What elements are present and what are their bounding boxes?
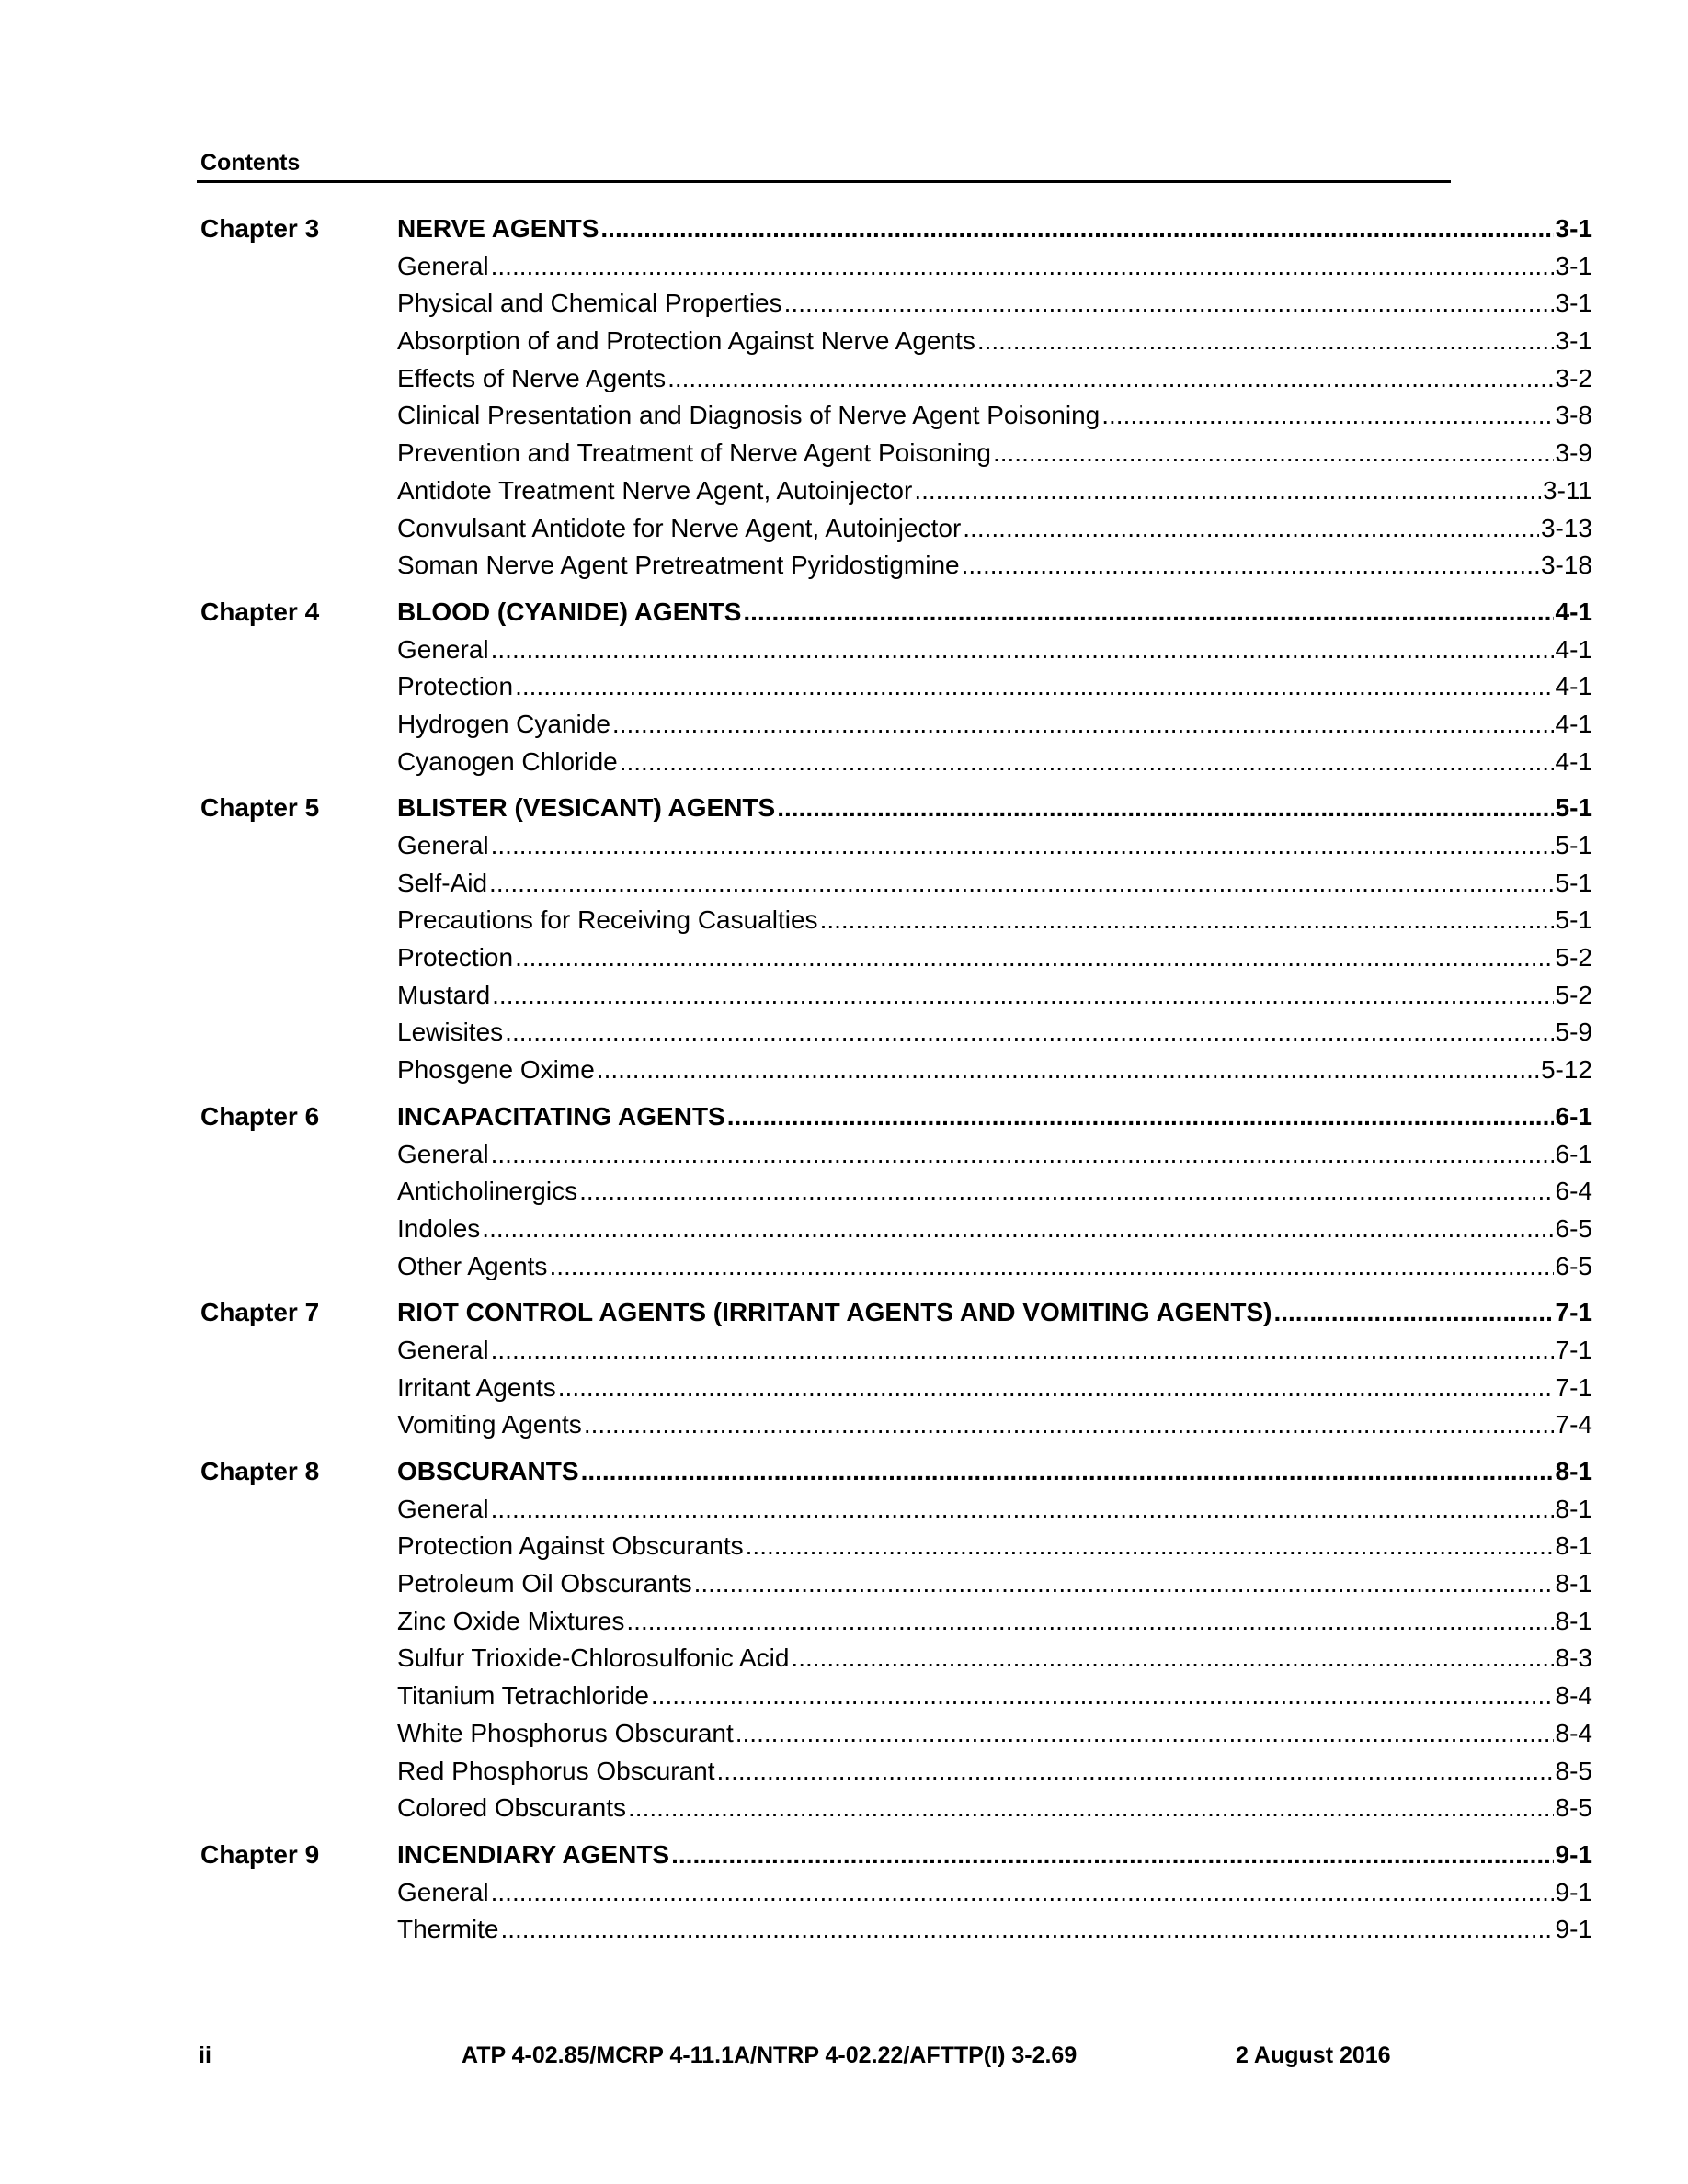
toc-entry-page: 3-1: [1555, 289, 1592, 318]
chapter-block: [197, 1294, 1592, 1444]
toc-entry-text: Colored Obscurants: [397, 1793, 627, 1823]
dot-leader: [489, 865, 1553, 903]
toc-entry[interactable]: [397, 1332, 1592, 1370]
chapter-label: Chapter 6: [200, 1101, 320, 1131]
toc-entry-text: Precautions for Receiving Casualties: [397, 905, 818, 935]
chapter-block: [197, 1098, 1592, 1285]
toc-entry-text: Phosgene Oxime: [397, 1055, 595, 1085]
dot-leader: [651, 1678, 1554, 1715]
toc-entry[interactable]: [397, 939, 1592, 977]
dot-leader: [515, 668, 1553, 706]
chapter-label: Chapter 3: [200, 214, 320, 243]
toc-entry-text: Effects of Nerve Agents: [397, 363, 667, 392]
toc-entry-text: Thermite: [397, 1915, 499, 1944]
dot-leader: [505, 1014, 1553, 1052]
toc-entry-page: 3-13: [1540, 513, 1592, 542]
toc-entry-text: Physical and Chemical Properties: [397, 289, 782, 318]
toc-entry-page: 7-4: [1555, 1410, 1592, 1439]
toc-entry[interactable]: [397, 547, 1592, 585]
toc-entry-text: Cyanogen Chloride: [397, 746, 618, 776]
toc-entry[interactable]: [397, 706, 1592, 744]
toc-entry[interactable]: [397, 668, 1592, 706]
toc-entry[interactable]: [397, 1565, 1592, 1603]
toc-entry-text: General: [397, 1494, 489, 1523]
dot-leader: [626, 1603, 1553, 1641]
toc-entry-text: Mustard: [397, 980, 491, 1009]
dot-leader: [1273, 1294, 1553, 1332]
toc-entry-page: 9-1: [1555, 1915, 1592, 1944]
toc-entry[interactable]: [397, 472, 1592, 510]
toc-entry-text: Anticholinergics: [397, 1177, 578, 1206]
chapter-title-entry-page: 3-1: [1555, 214, 1592, 243]
chapter-block: [197, 790, 1592, 1089]
toc-entry-page: 5-12: [1540, 1055, 1592, 1085]
chapter-title-entry[interactable]: [397, 1098, 1592, 1136]
dot-leader: [620, 744, 1554, 781]
toc-entry-page: 5-1: [1555, 868, 1592, 897]
header-label: Contents: [200, 150, 301, 176]
toc-entry[interactable]: [397, 1211, 1592, 1248]
toc-entry[interactable]: [397, 1491, 1592, 1529]
toc-entry[interactable]: [397, 248, 1592, 286]
chapter-label: Chapter 7: [200, 1298, 320, 1327]
toc-entry-page: 5-1: [1555, 905, 1592, 935]
chapter-label: Chapter 4: [200, 597, 320, 626]
toc-entry-text: General: [397, 831, 489, 859]
toc-entry-page: 4-1: [1555, 746, 1592, 776]
toc-entry-text: Sulfur Trioxide-Chlorosulfonic Acid: [397, 1644, 790, 1673]
toc-entry[interactable]: [397, 902, 1592, 939]
toc-entry[interactable]: [397, 977, 1592, 1015]
chapter-entries: [397, 1837, 1592, 1949]
footer-date: 2 August 2016: [1236, 2042, 1391, 2068]
dot-leader: [746, 1528, 1554, 1565]
toc-entry-text: Convulsant Antidote for Nerve Agent, Autoinjector: [397, 513, 962, 542]
toc-entry-page: 6-1: [1555, 1139, 1592, 1168]
toc-entry-page: 8-4: [1555, 1718, 1592, 1747]
chapter-title-entry[interactable]: [397, 1453, 1592, 1491]
toc-entry-page: 4-1: [1555, 634, 1592, 664]
running-header: [197, 147, 1451, 183]
toc-entry-text: Self-Aid: [397, 868, 488, 897]
toc-entry-text: Hydrogen Cyanide: [397, 709, 610, 738]
toc-entry-page: 3-11: [1543, 475, 1592, 505]
chapter-block: [197, 210, 1592, 585]
dot-leader: [549, 1248, 1553, 1286]
toc-entry-page: 5-2: [1555, 943, 1592, 973]
dot-leader: [1101, 397, 1553, 435]
chapter-title-entry-text: INCAPACITATING AGENTS: [397, 1101, 725, 1131]
toc-entry[interactable]: [397, 360, 1592, 398]
dot-leader: [482, 1211, 1553, 1248]
toc-entry-text: Red Phosphorus Obscurant: [397, 1756, 715, 1785]
toc-entry[interactable]: [397, 1014, 1592, 1052]
toc-entry-page: 7-1: [1555, 1335, 1592, 1364]
toc-entry-text: Absorption of and Protection Against Nerve Agents: [397, 326, 975, 356]
dot-leader: [962, 547, 1539, 585]
toc-entry-page: 8-1: [1555, 1606, 1592, 1635]
toc-entry-page: 8-1: [1555, 1531, 1592, 1561]
chapter-title-entry[interactable]: [397, 210, 1592, 248]
chapter-entries: [397, 1453, 1592, 1827]
toc-entry-page: 4-1: [1555, 672, 1592, 701]
toc-entry[interactable]: [397, 1790, 1592, 1827]
footer-page-number: ii: [199, 2042, 211, 2068]
toc-entry[interactable]: [397, 435, 1592, 472]
chapter-label: Chapter 8: [200, 1457, 320, 1485]
dot-leader: [491, 1491, 1554, 1529]
toc-entry-text: General: [397, 1139, 489, 1168]
toc-entry[interactable]: [397, 865, 1592, 903]
toc-entry[interactable]: [397, 1753, 1592, 1791]
dot-leader: [727, 1098, 1554, 1136]
toc-entry-text: Soman Nerve Agent Pretreatment Pyridostigmine: [397, 551, 960, 580]
dot-leader: [777, 790, 1553, 827]
toc-entry[interactable]: [397, 323, 1592, 360]
chapter-title-entry-text: BLOOD (CYANIDE) AGENTS: [397, 597, 742, 626]
chapter-entries: [397, 790, 1592, 1089]
chapter-title-entry-text: INCENDIARY AGENTS: [397, 1839, 670, 1869]
chapter-block: [197, 594, 1592, 780]
toc-entry-page: 8-5: [1555, 1756, 1592, 1785]
toc-entry-text: General: [397, 1877, 489, 1906]
dot-leader: [914, 472, 1541, 510]
dot-leader: [500, 1911, 1553, 1949]
toc-entry-text: General: [397, 634, 489, 664]
toc-entry-text: Antidote Treatment Nerve Agent, Autoinjector: [397, 475, 913, 505]
toc-entry[interactable]: [397, 1911, 1592, 1949]
toc-entry-text: Clinical Presentation and Diagnosis of Nerve Agent Poisoning: [397, 401, 1101, 430]
chapter-block: [197, 1837, 1592, 1949]
toc-entry-text: Other Agents: [397, 1251, 548, 1280]
table-of-contents: [197, 210, 1592, 1958]
dot-leader: [558, 1370, 1554, 1407]
chapter-title-entry-page: 9-1: [1555, 1839, 1592, 1869]
dot-leader: [993, 435, 1554, 472]
dot-leader: [491, 827, 1554, 865]
toc-entry-page: 6-5: [1555, 1251, 1592, 1280]
dot-leader: [791, 1640, 1553, 1678]
toc-entry[interactable]: [397, 1640, 1592, 1678]
toc-entry-text: Lewisites: [397, 1018, 504, 1047]
toc-entry[interactable]: [397, 1052, 1592, 1089]
toc-entry-page: 5-1: [1555, 831, 1592, 859]
toc-entry-page: 8-1: [1555, 1494, 1592, 1523]
toc-entry[interactable]: [397, 1603, 1592, 1641]
dot-leader: [492, 977, 1553, 1015]
toc-entry[interactable]: [397, 285, 1592, 323]
toc-entry-page: 5-2: [1555, 980, 1592, 1009]
toc-entry-text: Vomiting Agents: [397, 1410, 582, 1439]
toc-entry-page: 3-2: [1555, 363, 1592, 392]
toc-entry-page: 3-9: [1555, 438, 1592, 468]
toc-entry-text: General: [397, 1335, 489, 1364]
dot-leader: [581, 1453, 1554, 1491]
toc-entry[interactable]: [397, 631, 1592, 669]
chapter-title-entry-page: 8-1: [1555, 1457, 1592, 1485]
toc-entry-text: Titanium Tetrachloride: [397, 1681, 649, 1711]
toc-entry-page: 3-18: [1540, 551, 1592, 580]
toc-entry-text: Protection: [397, 672, 514, 701]
chapter-title-entry-page: 4-1: [1555, 597, 1592, 626]
dot-leader: [963, 510, 1539, 548]
toc-entry[interactable]: [397, 1406, 1592, 1444]
footer-publication: ATP 4-02.85/MCRP 4-11.1A/NTRP 4-02.22/AFTTP(I) 3-2.69: [462, 2042, 1078, 2068]
toc-entry[interactable]: [397, 827, 1592, 865]
dot-leader: [977, 323, 1554, 360]
toc-entry[interactable]: [397, 1678, 1592, 1715]
dot-leader: [597, 1052, 1539, 1089]
toc-entry-page: 3-8: [1555, 401, 1592, 430]
dot-leader: [584, 1406, 1554, 1444]
toc-entry[interactable]: [397, 1528, 1592, 1565]
chapter-title-entry[interactable]: [397, 1294, 1592, 1332]
toc-entry-page: 5-9: [1555, 1018, 1592, 1047]
toc-entry-text: Indoles: [397, 1213, 481, 1243]
dot-leader: [600, 210, 1553, 248]
toc-entry[interactable]: [397, 397, 1592, 435]
dot-leader: [784, 285, 1554, 323]
chapter-label: Chapter 5: [200, 793, 320, 823]
toc-entry[interactable]: [397, 510, 1592, 548]
chapter-entries: [397, 594, 1592, 780]
chapter-entries: [397, 1294, 1592, 1444]
dot-leader: [694, 1565, 1554, 1603]
toc-entry-text: Protection Against Obscurants: [397, 1531, 744, 1561]
dot-leader: [628, 1790, 1554, 1827]
toc-entry[interactable]: [397, 1370, 1592, 1407]
chapter-title-entry[interactable]: [397, 594, 1592, 631]
dot-leader: [743, 594, 1553, 631]
chapter-title-entry-page: 6-1: [1555, 1101, 1592, 1131]
toc-entry-text: Protection: [397, 943, 514, 973]
dot-leader: [579, 1173, 1553, 1211]
toc-entry[interactable]: [397, 744, 1592, 781]
chapter-title-entry-text: BLISTER (VESICANT) AGENTS: [397, 793, 776, 823]
chapter-label: Chapter 9: [200, 1839, 320, 1869]
dot-leader: [612, 706, 1554, 744]
chapter-title-entry-page: 7-1: [1555, 1298, 1592, 1327]
toc-entry-page: 9-1: [1555, 1877, 1592, 1906]
chapter-entries: [397, 210, 1592, 585]
dot-leader: [491, 248, 1554, 286]
dot-leader: [671, 1837, 1553, 1874]
chapter-title-entry-page: 5-1: [1555, 793, 1592, 823]
toc-entry-page: 3-1: [1555, 326, 1592, 356]
dot-leader: [491, 1332, 1554, 1370]
dot-leader: [491, 1136, 1554, 1174]
toc-entry-page: 6-4: [1555, 1177, 1592, 1206]
toc-entry-page: 7-1: [1555, 1372, 1592, 1402]
toc-entry-text: Prevention and Treatment of Nerve Agent Poisoning: [397, 438, 991, 468]
dot-leader: [736, 1715, 1554, 1753]
dot-leader: [667, 360, 1553, 398]
dot-leader: [515, 939, 1553, 977]
toc-entry-text: Petroleum Oil Obscurants: [397, 1569, 692, 1598]
chapter-title-entry-text: RIOT CONTROL AGENTS (IRRITANT AGENTS AND VOMITING AGENTS): [397, 1298, 1272, 1327]
toc-entry[interactable]: [397, 1173, 1592, 1211]
chapter-entries: [397, 1098, 1592, 1285]
toc-entry[interactable]: [397, 1136, 1592, 1174]
dot-leader: [491, 631, 1554, 669]
dot-leader: [491, 1874, 1554, 1912]
dot-leader: [717, 1753, 1554, 1791]
chapter-title-entry-text: NERVE AGENTS: [397, 214, 599, 243]
chapter-title-entry[interactable]: [397, 1837, 1592, 1874]
toc-entry[interactable]: [397, 1874, 1592, 1912]
chapter-title-entry[interactable]: [397, 790, 1592, 827]
toc-entry[interactable]: [397, 1248, 1592, 1286]
toc-entry-page: 6-5: [1555, 1213, 1592, 1243]
toc-entry-page: 8-3: [1555, 1644, 1592, 1673]
toc-entry-page: 8-1: [1555, 1569, 1592, 1598]
dot-leader: [820, 902, 1554, 939]
toc-entry-page: 4-1: [1555, 709, 1592, 738]
toc-entry-text: White Phosphorus Obscurant: [397, 1718, 734, 1747]
toc-entry-text: General: [397, 251, 489, 280]
chapter-title-entry-text: OBSCURANTS: [397, 1457, 579, 1485]
chapter-block: [197, 1453, 1592, 1827]
toc-entry[interactable]: [397, 1715, 1592, 1753]
toc-entry-page: 3-1: [1555, 251, 1592, 280]
toc-entry-page: 8-4: [1555, 1681, 1592, 1711]
toc-entry-text: Zinc Oxide Mixtures: [397, 1606, 625, 1635]
toc-entry-text: Irritant Agents: [397, 1372, 556, 1402]
toc-entry-page: 8-5: [1555, 1793, 1592, 1823]
